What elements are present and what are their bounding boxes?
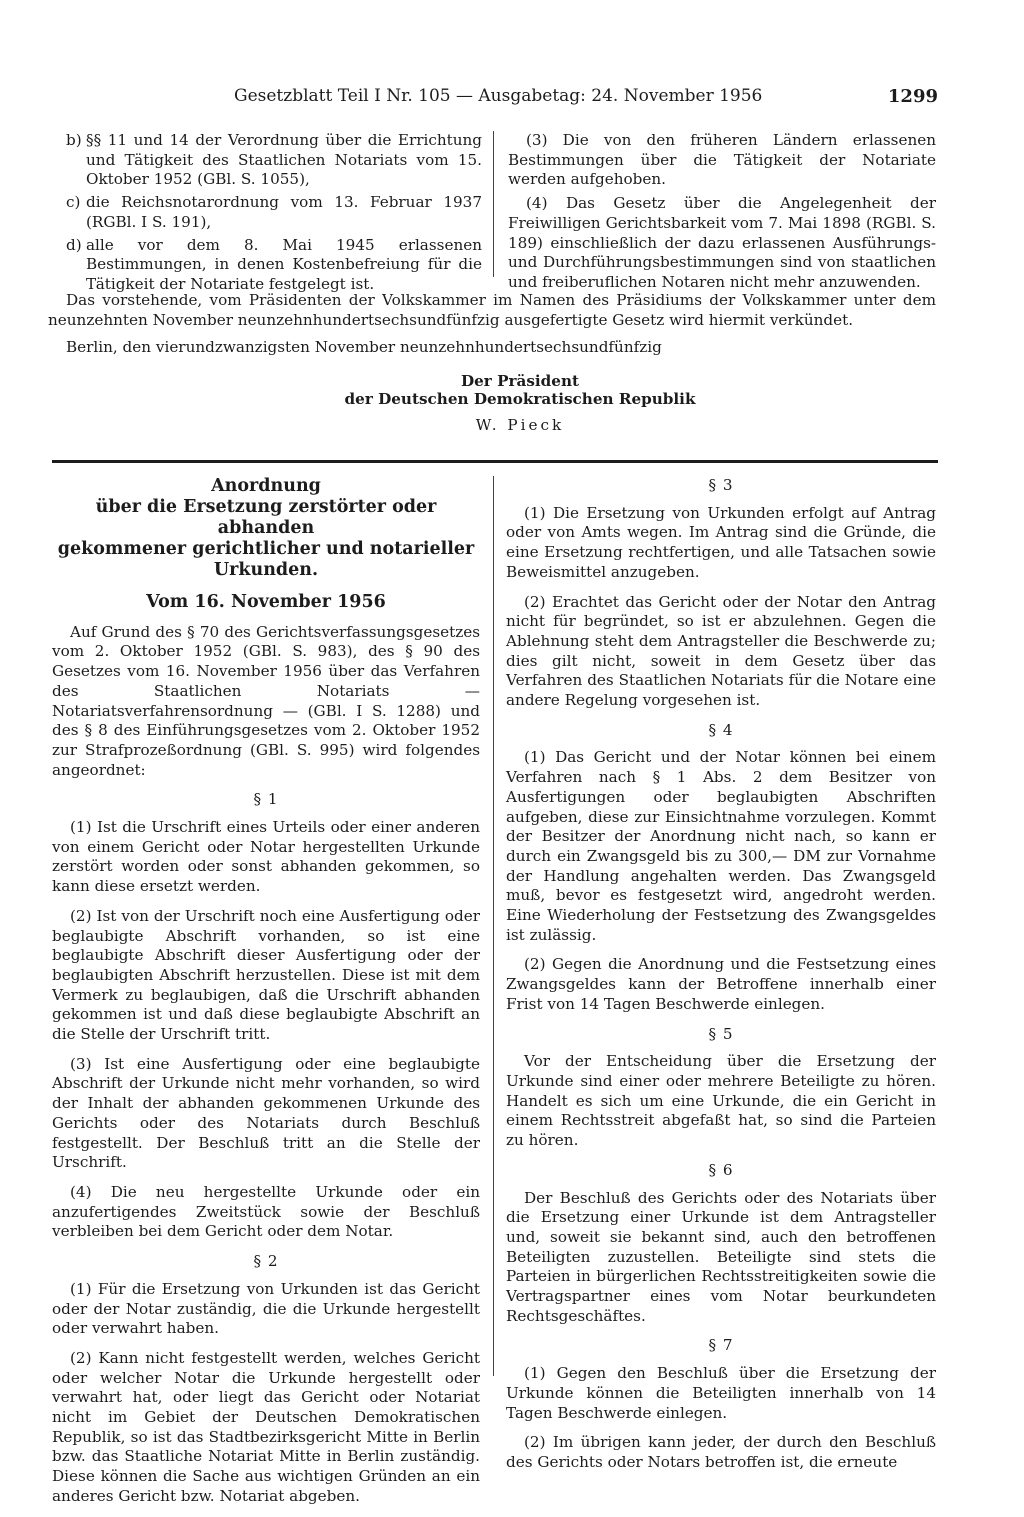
paragraph: (4) Die neu hergestellte Urkunde oder ein anzufertigendes Zweitstück sowie der Beschluß verbleiben bei dem Gericht oder dem Notar. (52, 1182, 480, 1241)
paragraph: (1) Gegen den Beschluß über die Ersetzung der Urkunde können die Beteiligten innerhalb von 14 Tagen Beschwerde einlegen. (506, 1364, 936, 1422)
signature-title-2: der Deutschen Demokratischen Republik (344, 390, 696, 408)
place-date: Berlin, den vierundzwanzigsten November neunzehnhundertsechsundfünfzig (66, 338, 662, 356)
paragraph: (3) Die von den früheren Ländern erlassenen Bestimmungen über die Tätigkeit der Notariate werden aufgehoben. (508, 131, 936, 189)
paragraph: (2) Erachtet das Gericht oder der Notar den Antrag nicht für begründet, so ist er abzulehnen. Gegen die Ablehnung steht dem Antragsteller die Beschwerde zu; dies gilt nicht, soweit in dem Gesetz über das Verfahren des Staatlichen Notariats für die Notare eine andere Regelung vorgesehen ist. (506, 592, 936, 710)
paragraph: (1) Die Ersetzung von Urkunden erfolgt auf Antrag oder von Amts wegen. Im Antrag sind die Gründe, die eine Ersetzung rechtfertigen, und alle Tatsachen sowie Beweismittel anzugeben. (506, 503, 936, 581)
decree-title-line: über die Ersetzung zerstörter oder abhanden (95, 497, 437, 538)
list-item (66, 131, 482, 190)
section-heading: § 4 (708, 720, 734, 739)
signature-title-1: Der Präsident (460, 372, 580, 390)
page-header (62, 86, 938, 112)
paragraph: (2) Gegen die Anordnung und die Festsetzung eines Zwangsgeldes kann der Betroffene innerhalb einer Frist von 14 Tagen Beschwerde einlegen. (506, 955, 936, 1013)
section-heading: § 1 (253, 790, 279, 809)
decree-date: Vom 16. November 1956 (146, 592, 386, 612)
section-heading: § 7 (708, 1336, 734, 1355)
paragraph: (1) Ist die Urschrift eines Urteils oder einer anderen von einem Gericht oder Notar hergestellten Urkunde zerstört worden oder sonst abhanden gekommen, so kann diese ersetzt werden. (52, 818, 480, 896)
list-text: alle vor dem 8. Mai 1945 erlassenen Bestimmungen, in denen Kostenbefreiung für die Tätigkeit der Notariate festgelegt ist. (86, 235, 482, 293)
decree-intro: Auf Grund des § 70 des Gerichtsverfassungsgesetzes vom 2. Oktober 1952 (GBl. S. 983), des § 90 des Gesetzes vom 16. November 1956 über das Verfahren des Staatlichen Notariats — Notariatsverfahrensordnung — (GBl. I S. 1288) und des § 8 des Einführungsgesetzes vom 2. Oktober 1952 zur Strafprozeßordnung (GBl. S. 995) wird folgendes angeordnet: (52, 622, 480, 779)
section-divider (52, 460, 938, 463)
list-item (66, 236, 482, 295)
section-heading: § 3 (708, 476, 734, 494)
paragraph: (2) Ist von der Urschrift noch eine Ausfertigung oder beglaubigte Abschrift vorhanden, so ist eine beglaubigte Abschrift dieser Ausfertigung oder der beglaubigten Abschrift herzustellen. Diese ist mit dem Vermerk zu beglaubigen, daß die Urschrift abhanden gekommen ist und daß diese beglaubigte Abschrift an die Stelle der Urschrift tritt. (52, 906, 480, 1044)
paragraph: (3) Ist eine Ausfertigung oder eine beglaubigte Abschrift der Urkunde nicht mehr vorhanden, so wird der Inhalt der abhanden gekommenen Urkunde des Gerichts oder des Notariats durch Beschluß festgestellt. Der Beschluß tritt an die Stelle der Urschrift. (52, 1054, 480, 1172)
decree-title (52, 476, 480, 581)
list-marker: b) (66, 131, 82, 149)
paragraph: (2) Im übrigen kann jeder, der durch den Beschluß des Gerichts oder Notars betroffen ist, die erneute (506, 1433, 936, 1471)
section-heading: § 6 (708, 1160, 734, 1179)
repealed-provisions-list (66, 131, 482, 298)
page-number: 1299 (887, 86, 938, 107)
list-marker: d) (66, 235, 82, 254)
decree-left-column (52, 476, 480, 1517)
decree-title-line: Anordnung (211, 476, 321, 496)
proclamation (48, 291, 936, 330)
paragraph: (1) Das Gericht und der Notar können bei einem Verfahren nach § 1 Abs. 2 dem Besitzer von Ausfertigungen oder beglaubigten Abschriften aufgeben, diese zur Einsichtnahme vorzulegen. Kommt der Besitzer der Anordnung nicht nach, so kann er durch ein Zwangsgeld bis zu 300,— DM zur Vornahme der Handlung angehalten werden. Das Zwangsgeld muß, bevor es festgesetzt wird, angedroht werden. Eine Wiederholung der Festsetzung des Zwangsgeldes ist zulässig. (506, 748, 936, 944)
proclamation-text: Das vorstehende, vom Präsidenten der Volkskammer im Namen des Präsidiums der Volkskammer unter dem neunzehnten November neunzehnhundertsechsundfünfzig ausgefertigte Gesetz wird hiermit verkündet. (48, 291, 936, 329)
paragraph: (4) Das Gesetz über die Angelegenheit der Freiwilligen Gerichtsbarkeit vom 7. Mai 1898 (RGBl. S. 189) einschließlich der dazu erlassenen Ausführungs- und Durchführungsbestimmungen sind von staatlichen und freiberuflichen Notaren nicht mehr anzuwenden. (508, 194, 936, 291)
paragraph: Der Beschluß des Gerichts oder des Notariats über die Ersetzung einer Urkunde ist dem Antragsteller und, soweit sie bekannt sind, auch den betroffenen Beteiligten zuzustellen. Beteiligte sind stets die Parteien in bürgerlichen Rechtsstreitigkeiten sowie die Vertragspartner eines vom Notar beurkundeten Rechtsgeschäftes. (506, 1188, 936, 1325)
list-marker: c) (66, 193, 81, 212)
list-text: die Reichsnotarordnung vom 13. Februar 1937 (RGBl. I S. 191), (86, 193, 482, 231)
paragraph: (2) Kann nicht festgestellt werden, welches Gericht oder welcher Notar die Urkunde hergestellt oder verwahrt hat, oder liegt das Gericht oder Notariat nicht im Gebiet der Deutschen Demokratischen Republik, so ist das Stadtbezirksgericht Mitte in Berlin bzw. das Staatliche Notariat Mitte in Berlin zuständig. Diese können die Sache aus wichtigen Gründen an ein anderes Gericht bzw. Notariat abgeben. (52, 1348, 480, 1505)
decree-title-line: gekommener gerichtlicher und notarieller Urkunden. (57, 539, 475, 580)
section-heading: § 5 (708, 1024, 734, 1043)
running-header: Gesetzblatt Teil I Nr. 105 — Ausgabetag: 24. November 1956 (234, 86, 763, 106)
column-divider (493, 476, 494, 1376)
list-text: §§ 11 und 14 der Verordnung über die Errichtung und Tätigkeit des Staatlichen Notariats vom 15. Oktober 1952 (GBl. S. 1055), (86, 131, 482, 189)
closing-paragraphs (508, 131, 936, 297)
signature-name: W. Pieck (475, 416, 565, 434)
list-item (66, 193, 482, 232)
paragraph: Vor der Entscheidung über die Ersetzung der Urkunde sind einer oder mehrere Beteiligte zu hören. Handelt es sich um eine Urkunde, die ein Gericht in einem Rechtsstreit abgefaßt hat, so sind die Parteien zu hören. (506, 1052, 936, 1150)
decree-right-column (506, 476, 936, 1473)
paragraph: (1) Für die Ersetzung von Urkunden ist das Gericht oder der Notar zuständig, die die Urkunde hergestellt oder verwahrt haben. (52, 1279, 480, 1338)
section-heading: § 2 (253, 1252, 279, 1271)
column-divider (493, 131, 494, 277)
